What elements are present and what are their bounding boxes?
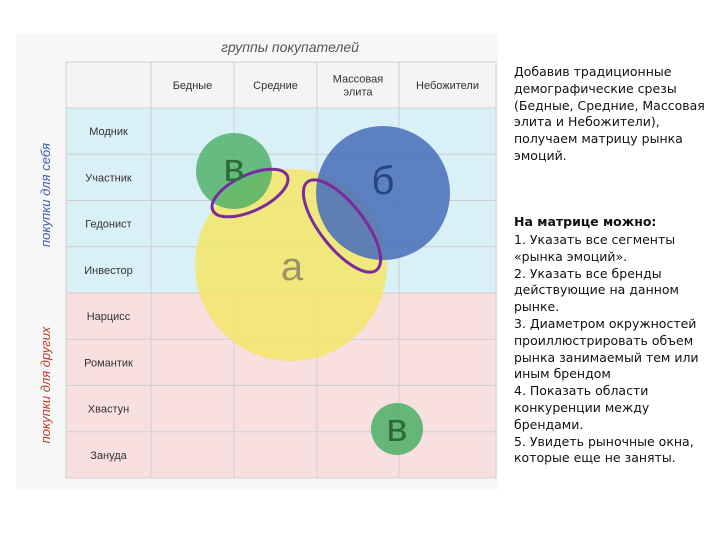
row-label: Инвестор bbox=[84, 264, 133, 277]
capability-item: 5. Увидеть рыночные окна, которые еще не заняты. bbox=[514, 433, 694, 466]
column-label: Небожители bbox=[416, 80, 479, 92]
row-label: Зануда bbox=[90, 449, 127, 462]
brand-v-label-top: в bbox=[223, 146, 245, 190]
capabilities-title: На матрице можно: bbox=[514, 214, 657, 229]
matrix-title: группы покупателей bbox=[221, 39, 359, 55]
row-label: Гедонист bbox=[85, 218, 132, 231]
capability-item: 3. Диаметром окружностей проиллюстрировать объем рынка занимаемый тем или иным брендом bbox=[514, 315, 699, 382]
brand-v-label-bottom: в bbox=[386, 406, 408, 450]
column-label: Массовая элита bbox=[332, 73, 384, 99]
brand-b-label: б bbox=[371, 159, 395, 203]
column-label: Бедные bbox=[172, 80, 213, 92]
row-label: Хвастун bbox=[87, 403, 130, 416]
intro-text: Добавив традиционные демографические срезы (Бедные, Средние, Массовая элита и Небожители), получаем матрицу рынка эмоций. bbox=[514, 64, 705, 163]
capability-item: 4. Показать области конкуренции между брендами. bbox=[514, 383, 650, 432]
row-label: Романтик bbox=[84, 357, 133, 370]
others-purchases-label: покупки для других bbox=[38, 326, 53, 444]
row-label: Модник bbox=[89, 126, 128, 139]
capabilities-list bbox=[514, 232, 714, 467]
column-label: Средние bbox=[253, 80, 298, 92]
row-label: Нарцисс bbox=[86, 311, 131, 324]
capability-item: 2. Указать все бренды действующие на данном рынке. bbox=[514, 265, 679, 315]
self-purchases-label: покупки для себя bbox=[38, 142, 53, 248]
brand-a-label: а bbox=[280, 245, 304, 289]
capability-item: 1. Указать все сегменты «рынка эмоций». bbox=[514, 232, 676, 264]
row-label: Участник bbox=[85, 172, 132, 185]
